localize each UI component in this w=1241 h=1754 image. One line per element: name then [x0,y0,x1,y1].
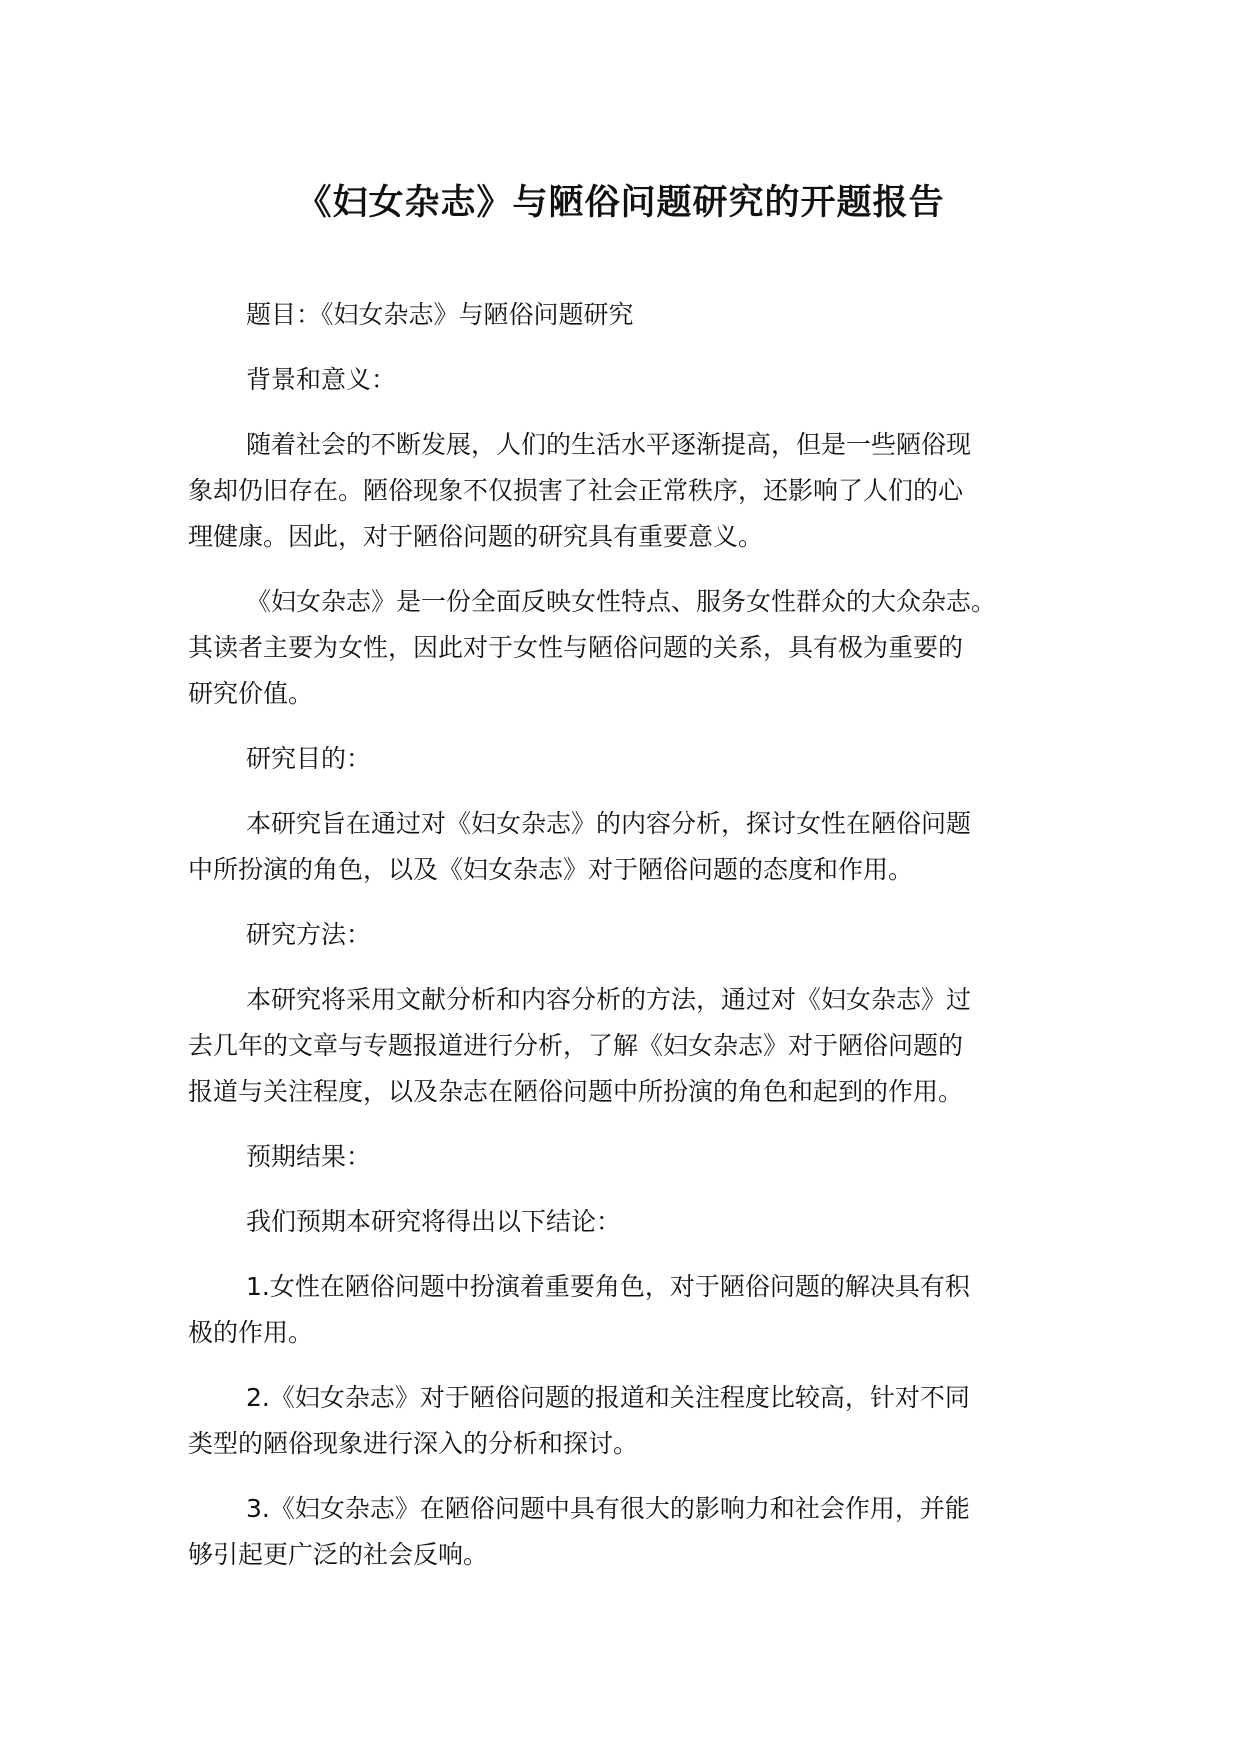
text-line: 去几年的文章与专题报道进行分析，了解《妇女杂志》对于陋俗问题的 [188,1031,964,1060]
text-line: 预期结果： [246,1142,372,1171]
text-line: 本研究将采用文献分析和内容分析的方法，通过对《妇女杂志》过 [246,985,972,1014]
paragraph-method [188,977,1070,1115]
text-line: 背景和意义： [246,365,397,394]
text-line: 其读者主要为女性，因此对于女性与陋俗问题的关系，具有极为重要的 [188,633,964,662]
text-line: 题目：《妇女杂志》与陋俗问题研究 [246,300,634,329]
paragraph-results-intro [188,1199,1070,1245]
text-line: 3.《妇女杂志》在陋俗问题中具有很大的影响力和社会作用，并能 [246,1494,970,1523]
document-title: 《妇女杂志》与陋俗问题研究的开题报告 [296,183,945,223]
text-line: 中所扮演的角色，以及《妇女杂志》对于陋俗问题的态度和作用。 [188,855,914,884]
text-line: 研究方法： [246,920,372,949]
conclusion-item-1 [188,1264,1070,1356]
section-heading-results [188,1134,1070,1180]
text-line: 报道与关注程度，以及杂志在陋俗问题中所扮演的角色和起到的作用。 [188,1077,964,1106]
text-line: 《妇女杂志》是一份全面反映女性特点、服务女性群众的大众杂志。 [246,587,997,616]
text-line: 随着社会的不断发展，人们的生活水平逐渐提高，但是一些陋俗现 [246,430,972,459]
section-heading-purpose [188,736,1070,782]
text-line: 极的作用。 [188,1318,314,1347]
text-line: 我们预期本研究将得出以下结论： [246,1207,622,1236]
section-heading-background [188,357,1070,403]
conclusion-item-3 [188,1486,1070,1578]
topic-line [188,292,1070,338]
text-line: 类型的陋俗现象进行深入的分析和探讨。 [188,1429,639,1458]
text-line: 够引起更广泛的社会反响。 [188,1540,489,1569]
conclusion-item-2 [188,1375,1070,1467]
text-line: 象却仍旧存在。陋俗现象不仅损害了社会正常秩序，还影响了人们的心 [188,476,964,505]
paragraph-purpose [188,801,1070,893]
text-line: 研究目的： [246,744,372,773]
text-line: 2.《妇女杂志》对于陋俗问题的报道和关注程度比较高，针对不同 [246,1383,970,1412]
section-heading-method [188,912,1070,958]
paragraph-background-1 [188,422,1070,560]
text-line: 1.女性在陋俗问题中扮演着重要角色，对于陋俗问题的解决具有积 [246,1272,970,1301]
text-line: 本研究旨在通过对《妇女杂志》的内容分析，探讨女性在陋俗问题 [246,809,972,838]
paragraph-background-2 [188,579,1070,717]
document-body [188,292,1070,1597]
text-line: 研究价值。 [188,679,314,708]
text-line: 理健康。因此，对于陋俗问题的研究具有重要意义。 [188,522,764,551]
